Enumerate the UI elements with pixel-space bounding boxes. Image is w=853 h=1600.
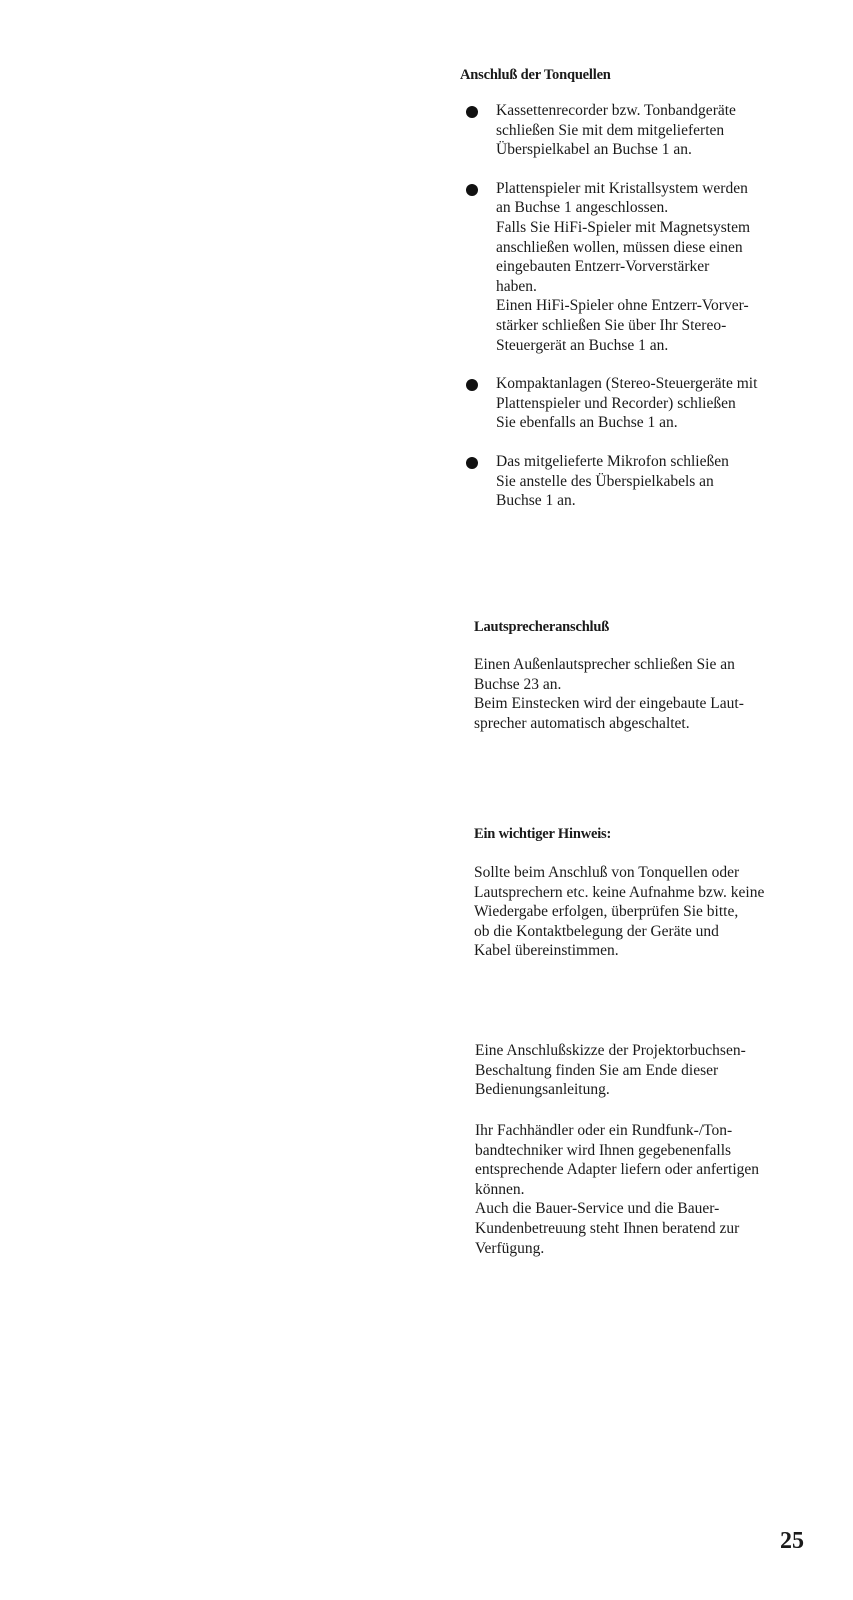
text-line: können. (475, 1180, 525, 1198)
tonquellen-bullet-list (466, 101, 826, 530)
text-line: bandtechniker wird Ihnen gegebenenfalls (475, 1141, 732, 1159)
tonquellen-heading: Anschluß der Tonquellen (460, 67, 611, 83)
list-item (466, 374, 826, 433)
text-line: Buchse 1 an. (496, 492, 576, 510)
text-line: stärker schließen Sie über Ihr Stereo- (496, 316, 727, 334)
lautsprecher-paragraph (474, 655, 744, 733)
text-line: Sie ebenfalls an Buchse 1 an. (496, 414, 678, 432)
text-line: Kassettenrecorder bzw. Tonbandgeräte (496, 102, 736, 119)
text-line: Kompaktanlagen (Stereo-Steuergeräte mit (496, 375, 758, 393)
bullet-dot-icon (466, 457, 478, 469)
list-item (466, 452, 826, 511)
text-line: Einen HiFi-Spieler ohne Entzerr-Vorver- (496, 297, 749, 315)
text-line: ob die Kontaktbelegung der Geräte und (474, 922, 719, 940)
text-line: entsprechende Adapter liefern oder anfertigen (475, 1161, 760, 1179)
text-line: an Buchse 1 angeschlossen. (496, 199, 669, 217)
text-line: Auch die Bauer-Service und die Bauer- (475, 1200, 720, 1218)
text-line: Buchse 23 an. (474, 675, 562, 693)
text-line: schließen Sie mit dem mitgelieferten (496, 121, 725, 139)
text-line: Das mitgelieferte Mikrofon schließen (496, 452, 729, 470)
text-line: sprecher automatisch abgeschaltet. (474, 714, 690, 732)
hinweis-paragraph (474, 863, 764, 961)
text-line: Plattenspieler und Recorder) schließen (496, 394, 736, 412)
text-line: Beim Einstecken wird der eingebaute Laut- (474, 695, 744, 713)
text-line: Lautsprechern etc. keine Aufnahme bzw. keine (474, 883, 765, 901)
text-line: Steuergerät an Buchse 1 an. (496, 336, 669, 354)
text-line: Eine Anschlußskizze der Projektorbuchsen- (475, 1042, 746, 1059)
text-line: haben. (496, 277, 537, 295)
service-paragraph (475, 1121, 759, 1258)
skizze-paragraph (475, 1041, 746, 1100)
text-line: Falls Sie HiFi-Spieler mit Magnetsystem (496, 218, 751, 236)
text-line: Bedienungsanleitung. (475, 1081, 610, 1099)
text-line: Plattenspieler mit Kristallsystem werden (496, 179, 748, 197)
hinweis-heading: Ein wichtiger Hinweis: (474, 826, 612, 842)
bullet-dot-icon (466, 184, 478, 196)
text-line: anschließen wollen, müssen diese einen (496, 238, 743, 256)
text-line: Sollte beim Anschluß von Tonquellen oder (474, 864, 740, 881)
text-line: Sie anstelle des Überspielkabels an (496, 472, 714, 490)
text-line: Ihr Fachhändler oder ein Rundfunk-/Ton- (475, 1122, 733, 1139)
text-line: Überspielkabel an Buchse 1 an. (496, 141, 692, 159)
bullet-dot-icon (466, 106, 478, 118)
list-item (466, 179, 826, 355)
bullet-dot-icon (466, 379, 478, 391)
text-line: Verfügung. (475, 1239, 545, 1257)
text-line: eingebauten Entzerr-Vorverstärker (496, 258, 710, 276)
lautsprecher-heading: Lautsprecheranschluß (474, 619, 610, 635)
text-line: Einen Außenlautsprecher schließen Sie an (474, 656, 735, 673)
text-line: Kundenbetreuung steht Ihnen beratend zur (475, 1219, 740, 1237)
page-number: 25 (780, 1528, 804, 1554)
text-line: Beschaltung finden Sie am Ende dieser (475, 1061, 719, 1079)
list-item (466, 101, 826, 160)
text-line: Kabel übereinstimmen. (474, 942, 619, 960)
text-line: Wiedergabe erfolgen, überprüfen Sie bitte, (474, 903, 739, 921)
